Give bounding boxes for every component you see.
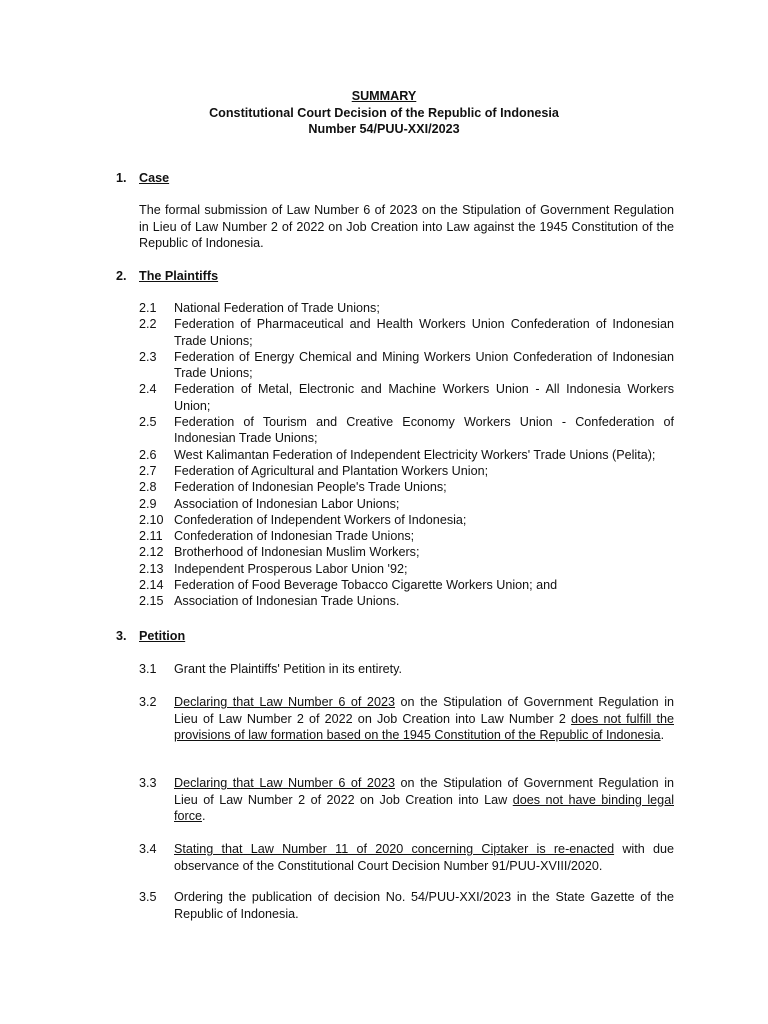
list-item: [139, 561, 674, 577]
plain-text: with due observance of the Constitutional Court Decision Number 91/PUU-XVIII/2020.: [174, 842, 674, 873]
list-item: [139, 381, 674, 414]
item-text: National Federation of Trade Unions;: [174, 301, 380, 315]
list-item: [139, 349, 674, 382]
plain-text: .: [202, 809, 206, 823]
list-item: [139, 577, 674, 593]
item-text: [174, 694, 674, 744]
list-item: [139, 463, 674, 479]
list-item: [139, 414, 674, 447]
item-number: 3.5: [139, 890, 157, 904]
list-item: [139, 447, 674, 463]
item-number: 2.13: [139, 561, 164, 576]
item-number: 3.3: [139, 776, 157, 790]
plaintiffs-list: [139, 300, 674, 610]
item-text: Brotherhood of Indonesian Muslim Workers;: [174, 545, 420, 560]
item-text: Confederation of Indonesian Trade Unions;: [174, 529, 415, 544]
item-text: Federation of Food Beverage Tobacco Cigarette Workers Union; and: [174, 578, 558, 593]
petition-item-3-2: [139, 694, 674, 744]
item-number: 2.12: [139, 545, 164, 560]
section-case-heading: [116, 170, 169, 187]
list-item: [139, 544, 674, 560]
section-plaintiffs-heading: [116, 268, 218, 285]
underlined-text: does not have binding legal force: [174, 792, 674, 823]
item-text: Grant the Plaintiffs' Petition in its entirety.: [174, 662, 403, 676]
underlined-text: Stating that Law Number 11 of 2020 concerning Ciptaker is re-enacted: [174, 842, 615, 856]
list-item: [139, 316, 674, 349]
item-text: West Kalimantan Federation of Independent Electricity Workers' Trade Unions (Pelita);: [174, 447, 656, 462]
list-item: [139, 528, 674, 544]
plain-text: on the Stipulation of Government Regulation in Lieu of Law Number 2 of 2022 on Job Creation into Law Number 2: [174, 695, 674, 726]
item-text: [174, 775, 674, 825]
item-text: Ordering the publication of decision No. 54/PUU-XXI/2023 in the State Gazette of the Republic of Indonesia.: [174, 890, 674, 921]
section-number: 2.: [116, 269, 127, 283]
item-number: 2.10: [139, 512, 164, 527]
petition-item-3-5: [139, 889, 674, 922]
plain-text: .: [660, 728, 665, 742]
petition-item-3-3: [139, 775, 674, 825]
item-text: Federation of Pharmaceutical and Health Workers Union Confederation of Indonesian Trade Unions;: [174, 317, 674, 348]
item-number: 3.2: [139, 695, 157, 709]
item-text: Independent Prosperous Labor Union '92;: [174, 561, 408, 576]
item-text: Federation of Agricultural and Plantation Workers Union;: [174, 463, 489, 478]
item-number: 2.9: [139, 496, 157, 511]
decision-number: Number 54/PUU-XXI/2023: [308, 122, 460, 137]
petition-item-3-1: [139, 661, 674, 678]
petition-item-3-4: [139, 841, 674, 874]
document-title: [0, 88, 768, 138]
underlined-text: Declaring that Law Number 6 of 2023: [174, 695, 395, 709]
item-number: 2.6: [139, 447, 157, 462]
section-label: Case: [139, 171, 170, 185]
item-number: 2.7: [139, 463, 157, 478]
item-number: 2.8: [139, 480, 157, 495]
list-item: [139, 512, 674, 528]
item-number: 2.15: [139, 594, 164, 609]
item-text: Federation of Energy Chemical and Mining Workers Union Confederation of Indonesian Trade Unions;: [174, 349, 674, 381]
underlined-text: does not fulfill the provisions of law formation based on the 1945 Constitution of the Republic of Indonesia: [174, 711, 674, 742]
summary-heading: SUMMARY: [351, 89, 417, 103]
item-text: Federation of Tourism and Creative Economy Workers Union - Confederation of Indonesian Trade Unions;: [174, 415, 674, 446]
item-number: 2.5: [139, 415, 157, 430]
item-number: 2.3: [139, 349, 157, 364]
item-number: 3.4: [139, 842, 157, 856]
item-number: 2.11: [139, 529, 163, 544]
list-item: [139, 593, 674, 609]
item-number: 3.1: [139, 662, 157, 676]
court-decision-title: Constitutional Court Decision of the Republic of Indonesia: [209, 105, 559, 120]
item-text: Federation of Indonesian People's Trade Unions;: [174, 480, 447, 495]
list-item: [139, 496, 674, 512]
item-text: Federation of Metal, Electronic and Machine Workers Union - All Indonesia Workers Union;: [174, 382, 674, 413]
section-label: Petition: [139, 629, 186, 643]
item-number: 2.2: [139, 317, 157, 332]
item-number: 2.14: [139, 578, 164, 593]
plain-text: on the Stipulation of Government Regulation in Lieu of Law Number 2 of 2022 on Job Creation into Law: [174, 776, 674, 807]
item-number: 2.4: [139, 382, 157, 397]
case-description: The formal submission of Law Number 6 of 2023 on the Stipulation of Government Regulation in Lieu of Law Number 2 of 2022 on Job Creation into Law against the 1945 Constitution of the Republic of Indonesia.: [139, 203, 674, 250]
section-petition-heading: [116, 628, 185, 645]
item-text: Association of Indonesian Trade Unions.: [174, 594, 400, 609]
section-number: 3.: [116, 629, 127, 643]
item-text: Confederation of Independent Workers of Indonesia;: [174, 512, 467, 527]
underlined-text: Declaring that Law Number 6 of 2023: [174, 776, 395, 790]
section-label: The Plaintiffs: [139, 269, 219, 283]
list-item: [139, 300, 674, 316]
section-number: 1.: [116, 171, 127, 185]
item-number: 2.1: [139, 301, 157, 315]
item-text: Association of Indonesian Labor Unions;: [174, 496, 400, 511]
list-item: [139, 479, 674, 495]
item-text: [174, 841, 674, 874]
